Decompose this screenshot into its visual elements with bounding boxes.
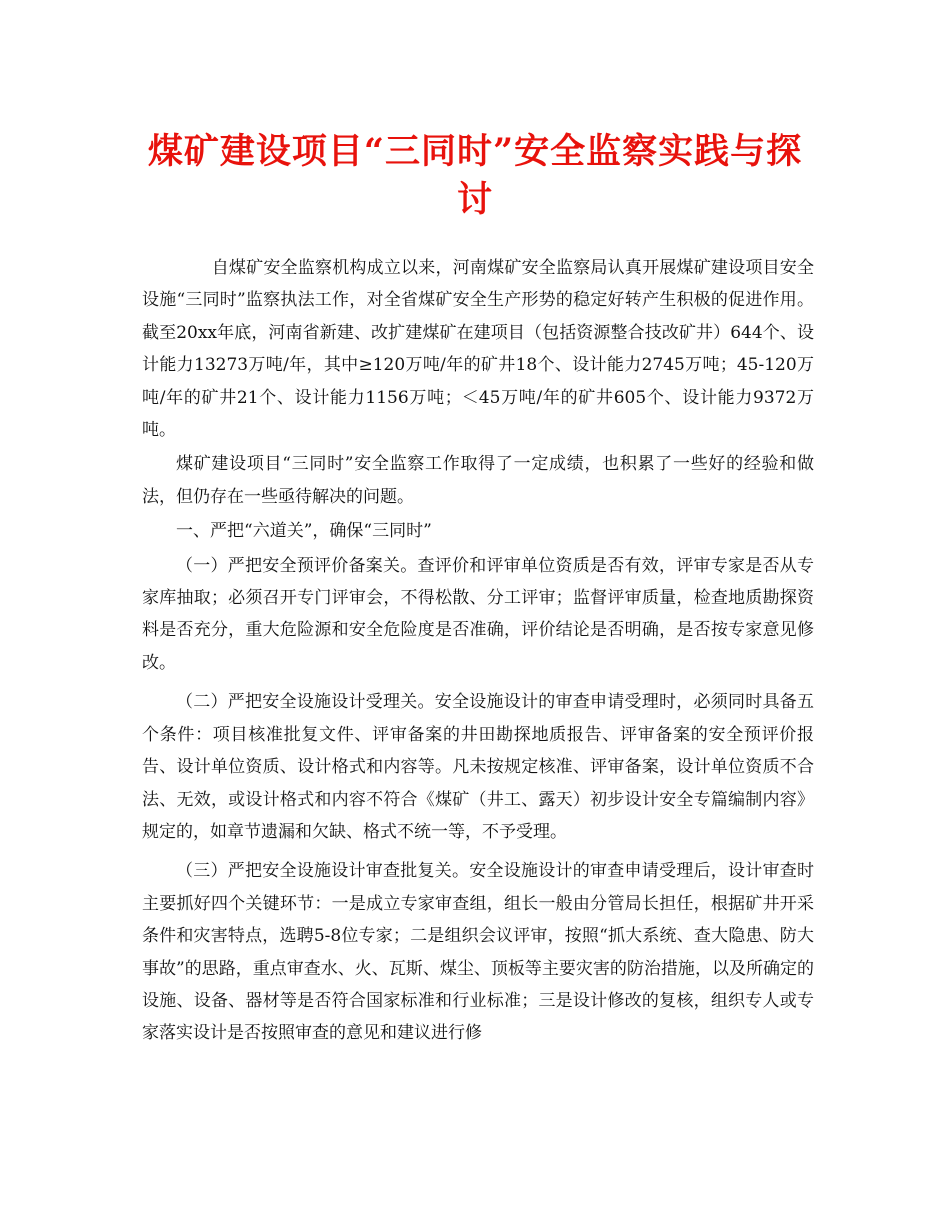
section-heading-1: 一、严把“六道关”，确保“三同时” bbox=[176, 521, 432, 542]
document-title: 煤矿建设项目“三同时”安全监察实践与探讨 bbox=[147, 131, 803, 220]
paragraph-intro: 自煤矿安全监察机构成立以来，河南煤矿安全监察局认真开展煤矿建设项目安全设施“三同时”监察执法工作，对全省煤矿安全生产形势的稳定好转产生积极的促进作用。截至20xx年底，河南省新建、改扩建煤矿在建项目（包括资源整合技改矿井）644个、设计能力13273万吨/年，其中≥120万吨/年的矿井18个、设计能力2745万吨；45-120万吨/年的矿井21个、设计能力1156万吨；＜45万吨/年的矿井605个、设计能力9372万吨。 bbox=[142, 258, 814, 441]
paragraph-item-2: （二）严把安全设施设计受理关。安全设施设计的审查申请受理时，必须同时具备五个条件：项目核准批复文件、评审备案的井田勘探地质报告、评审备案的安全预评价报告、设计单位资质、设计格式和内容等。凡未按规定核准、评审备案，设计单位资质不合法、无效，或设计格式和内容不符合《煤矿（井工、露天）初步设计安全专篇编制内容》规定的，如章节遗漏和欠缺、格式不统一等，不予受理。 bbox=[142, 692, 814, 842]
paragraph-item-1: （一）严把安全预评价备案关。查评价和评审单位资质是否有效，评审专家是否从专家库抽取；必须召开专门评审会，不得松散、分工评审；监督评审质量，检查地质勘探资料是否充分，重大危险源和安全危险度是否准确，评价结论是否明确，是否按专家意见修改。 bbox=[142, 555, 814, 673]
document-body bbox=[142, 252, 814, 1050]
paragraph-item-3: （三）严把安全设施设计审查批复关。安全设施设计的审查申请受理后，设计审查时主要抓好四个关键环节：一是成立专家审查组，组长一般由分管局长担任，根据矿井开采条件和灾害特点，选聘5-8位专家；二是组织会议评审，按照“抓大系统、查大隐患、防大事故”的思路，重点审查水、火、瓦斯、煤尘、顶板等主要灾害的防治措施，以及所确定的设施、设备、器材等是否符合国家标准和行业标准；三是设计修改的复核，组织专人或专家落实设计是否按照审查的意见和建议进行修 bbox=[142, 861, 814, 1044]
paragraph-summary: 煤矿建设项目“三同时”安全监察工作取得了一定成绩，也积累了一些好的经验和做法，但仍存在一些亟待解决的问题。 bbox=[142, 454, 814, 507]
